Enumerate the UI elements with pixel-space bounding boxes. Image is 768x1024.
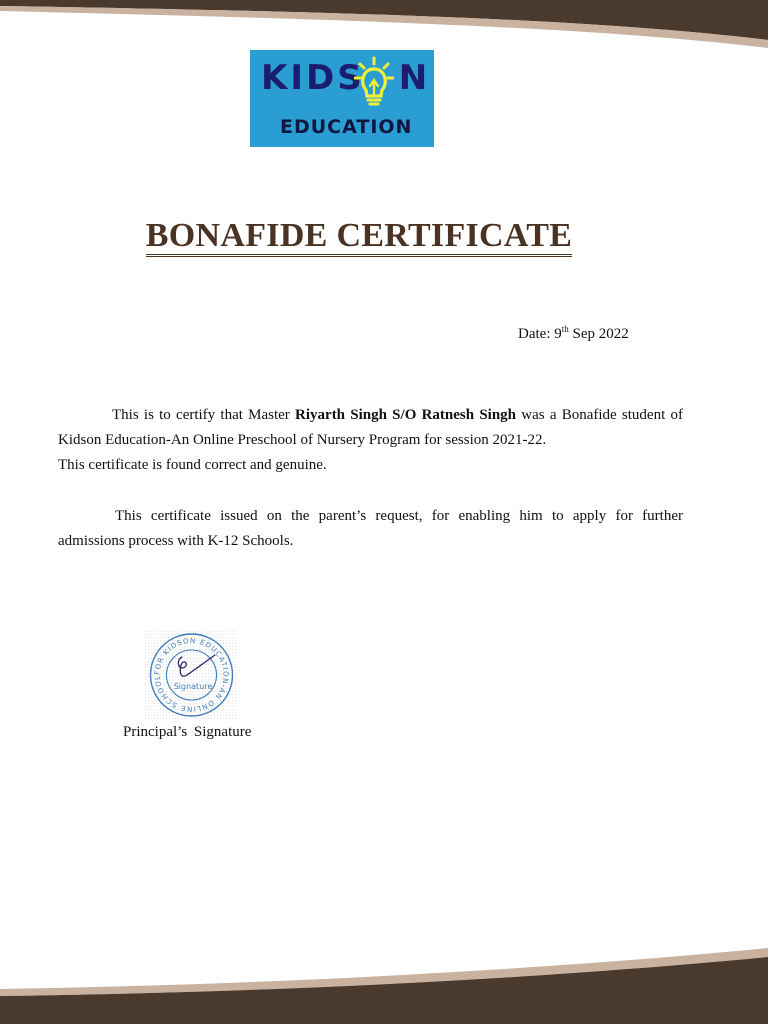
purpose-line-1: This certificate issued on the parent’s request, for enabling him to apply for further: [115, 508, 683, 524]
student-name: Riyarth Singh S/O Ratnesh Singh: [295, 407, 517, 423]
stamp-center-label: Signature: [173, 682, 213, 691]
kidson-logo: [250, 50, 434, 147]
logo-bottom-line: EDUCATION: [280, 116, 413, 138]
genuine-statement: This certificate is found correct and genuine.: [58, 457, 327, 473]
date-ordinal-suffix: th: [561, 324, 569, 334]
logo-word-kids: KIDS: [261, 58, 365, 98]
purpose-paragraph: [58, 504, 683, 554]
logo-top-line: [261, 58, 430, 98]
principal-signature-label: Principal’s Signature: [123, 724, 252, 740]
logo-word-n: N: [398, 58, 431, 98]
certificate-title: BONAFIDE CERTIFICATE: [0, 217, 718, 255]
certification-paragraph: This is to certify that Master Riyarth Singh S/O Ratnesh Singh was a Bonafide student of Kidson Education-An Online Preschool of Nursery Program for session 2021-22. This certificate is found correct and genuine.: [58, 407, 683, 473]
purpose-line-2: admissions process with K-12 Schools.: [58, 533, 294, 549]
lightbulb-icon: [354, 56, 394, 108]
stamp-ring-text: FOR KIDSON EDUCATION-AN ONLINE SCHOOL: [153, 636, 230, 714]
certificate-date: Date: 9th Sep 2022: [518, 324, 629, 342]
school-stamp: [145, 631, 238, 719]
